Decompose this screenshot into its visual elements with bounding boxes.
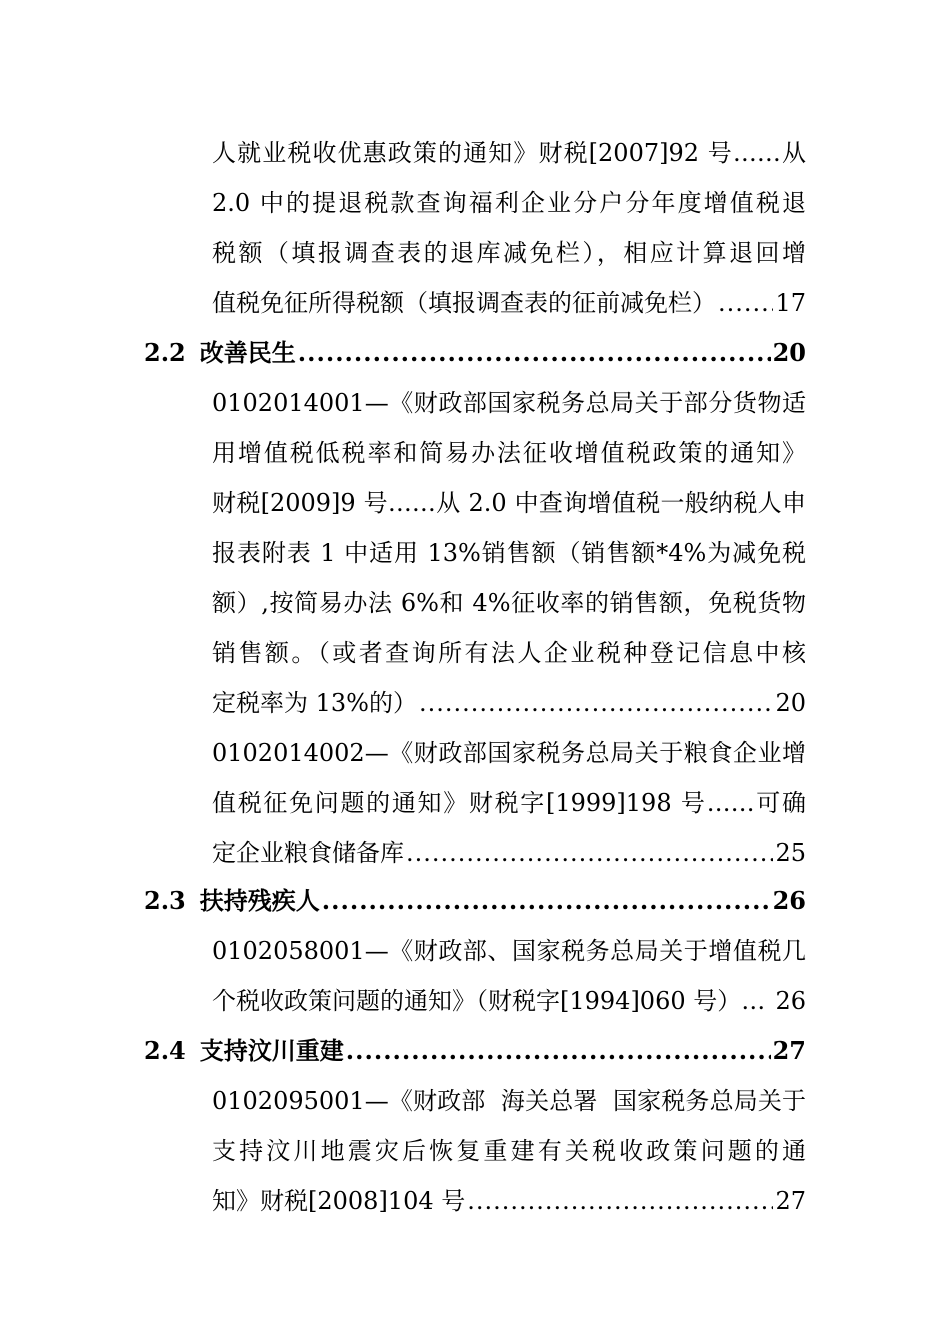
toc-line-text: 知》财税[2008]104 号 bbox=[212, 1187, 466, 1215]
page-number: 26 bbox=[775, 987, 806, 1015]
toc-line-text: 值税免征所得税额（填报调查表的征前减免栏） bbox=[212, 289, 716, 317]
toc-line bbox=[212, 926, 806, 976]
toc-line-text: 定企业粮食储备库 bbox=[212, 839, 404, 867]
dot-leader bbox=[718, 278, 773, 328]
toc-line bbox=[212, 1126, 806, 1176]
toc-line bbox=[212, 628, 806, 678]
toc-line bbox=[212, 578, 806, 628]
toc-section-2-2[interactable] bbox=[144, 328, 806, 378]
dot-leader bbox=[467, 1176, 773, 1226]
toc-line-text: 报表附表 1 中适用 13%销售额（销售额*4%为减免税 bbox=[212, 539, 806, 567]
dot-leader bbox=[406, 828, 773, 878]
section-number: 2.3 bbox=[144, 886, 186, 915]
page-number: 17 bbox=[775, 289, 806, 317]
toc-line-text: 定税率为 13%的） bbox=[212, 689, 417, 717]
toc-line-text: 财税[2009]9 号……从 2.0 中查询增值税一般纳税人申 bbox=[212, 489, 806, 517]
page-number: 20 bbox=[775, 689, 806, 717]
toc-line-text: 用增值税低税率和简易办法征收增值税政策的通知》 bbox=[212, 439, 806, 467]
toc-line bbox=[212, 128, 806, 178]
page-number: 26 bbox=[772, 886, 806, 915]
page-number: 27 bbox=[772, 1036, 806, 1065]
toc-line-text: 2.0 中的提退税款查询福利企业分户分年度增值税退 bbox=[212, 189, 806, 217]
toc-line-text: 值税征免问题的通知》财税字[1999]198 号……可确 bbox=[212, 789, 806, 817]
toc-line-text: 税额（填报调查表的退库减免栏），相应计算退回增 bbox=[212, 239, 806, 267]
toc-entry-end[interactable] bbox=[212, 678, 806, 728]
dot-leader bbox=[298, 328, 771, 378]
toc-line-text: 0102014001—《财政部国家税务总局关于部分货物适 bbox=[212, 389, 806, 417]
toc-line bbox=[212, 428, 806, 478]
dot-leader bbox=[346, 1026, 771, 1076]
toc-line bbox=[212, 478, 806, 528]
toc-line bbox=[212, 378, 806, 428]
toc-line-text: 0102095001—《财政部 海关总署 国家税务总局关于 bbox=[212, 1087, 806, 1115]
toc-line bbox=[212, 728, 806, 778]
toc-line-text: 人就业税收优惠政策的通知》财税[2007]92 号……从 bbox=[212, 139, 806, 167]
toc-entry-end[interactable] bbox=[212, 976, 806, 1026]
toc-section-2-3[interactable] bbox=[144, 876, 806, 926]
section-number: 2.4 bbox=[144, 1036, 186, 1065]
toc-line-text: 额）,按简易办法 6%和 4%征收率的销售额，免税货物 bbox=[212, 589, 806, 617]
toc-line-text: 个税收政策问题的通知》（财税字[1994]060 号）… bbox=[212, 987, 766, 1015]
section-title: 扶持残疾人 bbox=[199, 886, 320, 915]
toc-line-text: 支持汶川地震灾后恢复重建有关税收政策问题的通 bbox=[212, 1137, 806, 1165]
toc-line-text: 销售额。（或者查询所有法人企业税种登记信息中核 bbox=[212, 639, 806, 667]
toc-line-text: 0102058001—《财政部、国家税务总局关于增值税几 bbox=[212, 937, 806, 965]
page-number: 20 bbox=[772, 338, 806, 367]
toc-line bbox=[212, 778, 806, 828]
toc-section-2-4[interactable] bbox=[144, 1026, 806, 1076]
dot-leader bbox=[322, 876, 771, 926]
toc-entry-end[interactable] bbox=[212, 828, 806, 878]
section-title: 改善民生 bbox=[199, 338, 296, 367]
section-title: 支持汶川重建 bbox=[199, 1036, 344, 1065]
toc-line bbox=[212, 228, 806, 278]
toc-line bbox=[212, 1076, 806, 1126]
toc-entry-end[interactable] bbox=[212, 278, 806, 328]
toc-entry-end[interactable] bbox=[212, 1176, 806, 1226]
toc-line-text: 0102014002—《财政部国家税务总局关于粮食企业增 bbox=[212, 739, 806, 767]
section-number: 2.2 bbox=[144, 338, 186, 367]
dot-leader bbox=[419, 678, 773, 728]
page-number: 25 bbox=[775, 839, 806, 867]
toc-line bbox=[212, 178, 806, 228]
page-number: 27 bbox=[775, 1187, 806, 1215]
toc-line bbox=[212, 528, 806, 578]
